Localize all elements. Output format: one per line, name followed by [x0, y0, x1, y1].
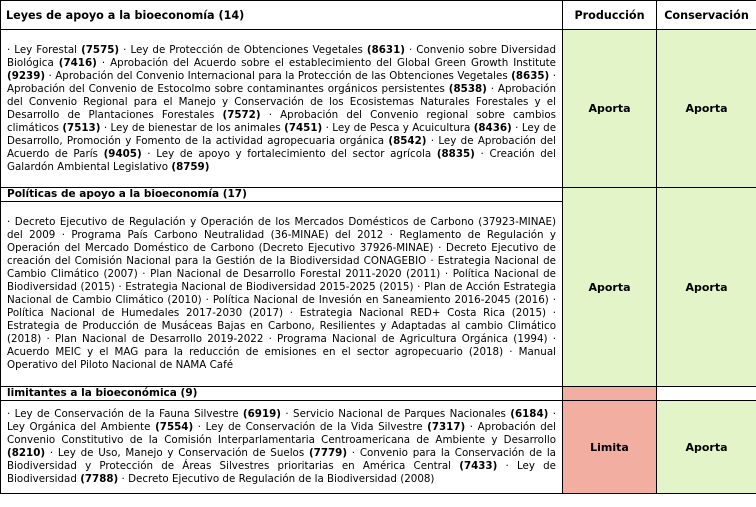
bullet-icon: ·	[430, 255, 438, 267]
list-item	[147, 148, 475, 160]
list-item	[206, 294, 549, 306]
bullet-icon: ·	[351, 447, 360, 459]
item-name: Ley de Pesca y Acuicultura	[332, 121, 471, 134]
item-name: Ley de bienestar de los animales	[110, 121, 281, 134]
bullet-icon: ·	[408, 43, 417, 56]
bullet-icon: ·	[505, 460, 517, 472]
list-item	[142, 268, 440, 280]
law-number: (7433)	[459, 460, 498, 472]
item-name: Política Nacional de Biodiversidad (2015)	[7, 268, 557, 293]
bullet-icon: ·	[268, 333, 278, 345]
item-name: Aprobación del Convenio Regional para el Manejo y Conservación de los Ecosistemas Naturales Forestales y el Desarrollo de Plantaciones Forestales	[7, 82, 557, 121]
list-item	[198, 421, 465, 433]
bullet-icon: ·	[509, 346, 519, 358]
item-name: Acuerdo MEIC y el MAG para la reducción de emisiones en el sector agropecuario (2018)	[7, 346, 504, 358]
item-name: Aprobación del Convenio Internacional para la Protección de las Obtenciones Vegetales	[55, 69, 508, 82]
list-item	[7, 44, 119, 56]
list-item	[50, 447, 347, 459]
item-name: Ley de Protección de Obtenciones Vegetales	[130, 43, 363, 56]
item-name: Servicio Nacional de Parques Nacionales	[293, 408, 506, 420]
bullet-icon: ·	[430, 134, 439, 147]
law-number: (7317)	[427, 421, 466, 433]
laws-list	[1, 30, 563, 188]
law-number: (8542)	[388, 134, 427, 147]
limits-title: limitantes a la bioeconómica (9)	[1, 387, 563, 401]
policies-conservation-value: Aporta	[657, 188, 756, 387]
list-item	[269, 333, 548, 345]
bullet-icon: ·	[7, 216, 15, 228]
law-number: (7788)	[80, 473, 119, 485]
item-name: Reglamento de Regulación y Operación del Mercado Doméstico de Carbono (Decreto Ejecutivo 37926-MINAE)	[7, 229, 557, 254]
item-name: Ley de apoyo y fortalecimiento del sector agrícola	[156, 147, 432, 160]
law-number: (7572)	[222, 108, 261, 121]
item-name: Ley de Conservación de la Vida Silvestre	[205, 421, 423, 433]
bullet-icon: ·	[118, 281, 126, 293]
item-name: Plan Nacional de Desarrollo 2019-2022	[54, 333, 264, 345]
limits-list	[1, 401, 563, 494]
law-number: (8759)	[171, 160, 210, 173]
item-name: Ley de Desarrollo, Promoción y Fomento de la actividad agropecuaria orgánica	[7, 121, 557, 147]
limits-conservation-value: Aporta	[657, 401, 756, 494]
law-number: (8835)	[436, 147, 475, 160]
limits-conservation-spacer	[657, 387, 756, 401]
bullet-icon: ·	[142, 268, 151, 280]
item-name: Decreto Ejecutivo de creación del Comisión Nacional para la Gestión de la Biodiversidad CONAGEBIO	[7, 242, 556, 267]
bullet-icon: ·	[289, 307, 300, 319]
bullet-icon: ·	[552, 307, 557, 319]
law-number: (9405)	[103, 147, 142, 160]
item-name: Plan Nacional de Desarrollo Forestal 2011-2020 (2011)	[150, 268, 441, 280]
bullet-icon: ·	[49, 447, 58, 459]
item-name: Estrategia de Producción de Musáceas Bajas en Carbono, Resilientes y Adaptadas al cambio Climático (2018)	[7, 320, 556, 345]
bullet-icon: ·	[123, 43, 131, 56]
law-number: (7416)	[58, 56, 97, 69]
bullet-icon: ·	[61, 229, 72, 241]
limits-row	[1, 401, 756, 494]
law-number: (7513)	[62, 121, 101, 134]
bullet-icon: ·	[552, 69, 556, 82]
item-name: Ley de Biodiversidad	[7, 460, 557, 485]
item-name: Aprobación del Convenio Constitutivo de la Comisión Interparlamentaria Centroamericana de Ambiente y Desarrollo	[7, 421, 557, 446]
bullet-icon: ·	[46, 333, 55, 345]
list-item	[62, 229, 384, 241]
list-item	[290, 307, 546, 319]
law-number: (8210)	[7, 447, 46, 459]
bullet-icon: ·	[7, 408, 15, 420]
bullet-icon: ·	[417, 281, 425, 293]
law-number: (6184)	[510, 408, 549, 420]
limits-production-spacer	[563, 387, 657, 401]
list-item	[46, 333, 263, 345]
bullet-icon: ·	[469, 421, 478, 433]
list-item	[104, 122, 322, 134]
item-name: Política Nacional de Humedales 2017-2030 (2017)	[7, 307, 284, 319]
limits-production-value: Limita	[563, 401, 657, 494]
law-number: (7575)	[81, 43, 120, 56]
bullet-icon: ·	[325, 121, 333, 134]
policies-production-value: Aporta	[563, 188, 657, 387]
bullet-icon: ·	[121, 473, 129, 485]
laws-row	[1, 30, 756, 188]
production-header: Producción	[563, 1, 657, 30]
list-item	[285, 408, 548, 420]
bullet-icon: ·	[147, 147, 157, 160]
item-name: Manual Operativo del Piloto Nacional de NAMA Café	[7, 346, 556, 371]
law-number: (6919)	[242, 408, 281, 420]
bullet-icon: ·	[444, 268, 453, 280]
item-name: Ley de Aprobación del Acuerdo de París	[7, 134, 556, 160]
law-number: (7554)	[155, 421, 194, 433]
bullet-icon: ·	[48, 69, 56, 82]
law-number: (8631)	[366, 43, 405, 56]
limits-section-row	[1, 387, 756, 401]
laws-title: Leyes de apoyo a la bioeconomía (14)	[1, 1, 563, 30]
law-number: (8635)	[511, 69, 550, 82]
law-number: (7451)	[284, 121, 323, 134]
item-name: Ley de Conservación de la Fauna Silvestre	[14, 408, 239, 420]
list-item	[123, 44, 405, 56]
bullet-icon: ·	[389, 229, 400, 241]
bullet-icon: ·	[285, 408, 294, 420]
item-name: Plan de Acción Estrategia Nacional de Cambio Climático (2010)	[7, 281, 557, 306]
item-name: Estrategia Nacional de Biodiversidad 2015-2025 (2015)	[125, 281, 414, 293]
law-number: (8436)	[473, 121, 512, 134]
item-name: Programa País Carbono Neutralidad (36-MINAE) del 2012	[71, 229, 384, 241]
list-item	[326, 122, 512, 134]
bullet-icon: ·	[480, 147, 490, 160]
item-name: Programa Nacional de Agricultura Orgánica (1994)	[277, 333, 548, 345]
bullet-icon: ·	[268, 108, 281, 121]
policies-list	[1, 202, 563, 387]
item-name: Decreto Ejecutivo de Regulación y Operación de los Mercados Domésticos de Carbono (37923-MINAE) del 2009	[7, 216, 556, 241]
laws-conservation-value: Aporta	[657, 30, 756, 188]
item-name: Aprobación del Convenio regional sobre cambios climáticos	[7, 108, 557, 134]
item-name: Ley Forestal	[14, 43, 78, 56]
bullet-icon: ·	[101, 56, 111, 69]
law-number: (7779)	[308, 447, 348, 459]
item-name: Ley de Uso, Manejo y Conservación de Suelos	[57, 447, 305, 459]
bullet-icon: ·	[552, 294, 557, 306]
law-number: (9239)	[7, 69, 46, 82]
bullet-icon: ·	[515, 121, 522, 134]
bullet-icon: ·	[103, 121, 111, 134]
header-row	[1, 1, 756, 30]
list-item	[7, 408, 281, 420]
item-name: Convenio para la Conservación de la Biodiversidad y Protección de Áreas Silvestres prioritarias en América Central	[7, 447, 556, 472]
item-name: Estrategia Nacional de Cambio Climático (2007)	[7, 255, 556, 280]
list-item	[118, 281, 413, 293]
item-name: Aprobación del Convenio de Estocolmo sobre contaminantes orgánicos persistentes	[7, 82, 445, 95]
conservation-header: Conservación	[657, 1, 756, 30]
item-name: Aprobación del Acuerdo sobre el establecimiento del Global Green Growth Institute	[110, 56, 556, 69]
bullet-icon: ·	[197, 421, 206, 433]
bullet-icon: ·	[552, 333, 557, 345]
item-name: Creación del Galardón Ambiental Legislativo	[7, 147, 556, 173]
law-number: (8538)	[448, 82, 487, 95]
list-item	[122, 473, 435, 485]
item-name: Decreto Ejecutivo de Regulación de la Biodiversidad (2008)	[128, 473, 435, 485]
bullet-icon: ·	[438, 242, 447, 254]
item-name: Convenio sobre Diversidad Biológica	[7, 43, 556, 69]
bullet-icon: ·	[7, 43, 15, 56]
bullet-icon: ·	[552, 408, 556, 420]
bullet-icon: ·	[205, 294, 213, 306]
item-name: Ley Orgánica del Ambiente	[7, 421, 151, 433]
bullet-icon: ·	[490, 82, 498, 95]
laws-production-value: Aporta	[563, 30, 657, 188]
list-item	[49, 70, 550, 82]
item-name: Política Nacional de Invesión en Saneamiento 2016-2045 (2016)	[212, 294, 549, 306]
item-name: Estrategia Nacional RED+ Costa Rica (2015)	[299, 307, 547, 319]
policies-section-row	[1, 188, 756, 202]
policies-title: Políticas de apoyo a la bioeconomía (17)	[1, 188, 563, 202]
